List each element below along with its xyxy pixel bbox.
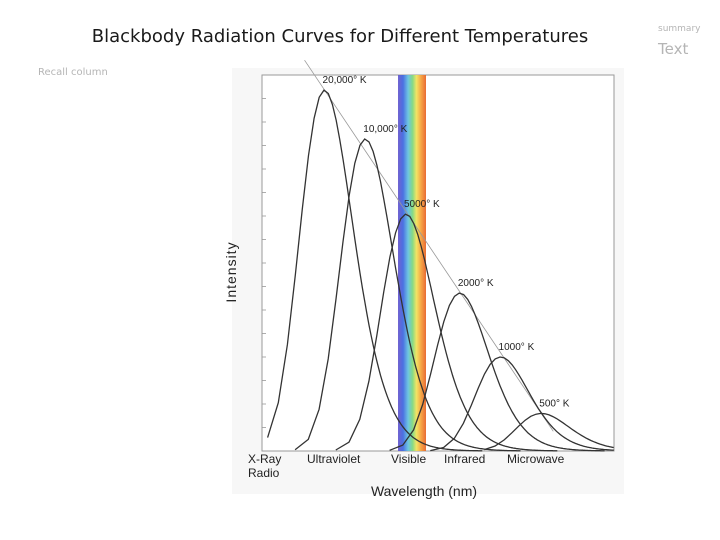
- region-label-4: Infrared: [444, 452, 486, 466]
- curve-label-1: 20,000° K: [322, 75, 367, 87]
- region-label-1: X-Ray: [248, 452, 282, 466]
- summary-label: summary: [658, 24, 701, 34]
- recall-column-label: Recall column: [38, 67, 108, 78]
- region-label-2: Ultraviolet: [307, 452, 361, 466]
- curve-label-5: 1000° K: [498, 342, 535, 353]
- slide-title: Blackbody Radiation Curves for Different Temperatures: [91, 26, 589, 47]
- plot-frame: [262, 75, 614, 451]
- x-axis-label: Wavelength (nm): [370, 483, 478, 499]
- curve-label-2: 10,000° K: [363, 123, 408, 135]
- region-label-3: Visible: [391, 452, 427, 466]
- summary-text-placeholder[interactable]: Text: [658, 40, 689, 58]
- y-axis-label: Intensity: [223, 241, 239, 303]
- curve-label-6: 500° K: [539, 398, 570, 410]
- curve-label-3: 5000° K: [403, 199, 440, 211]
- curve-label-4: 2000° K: [457, 278, 494, 290]
- region-label-1: Radio: [248, 466, 280, 480]
- region-label-5: Microwave: [507, 452, 565, 466]
